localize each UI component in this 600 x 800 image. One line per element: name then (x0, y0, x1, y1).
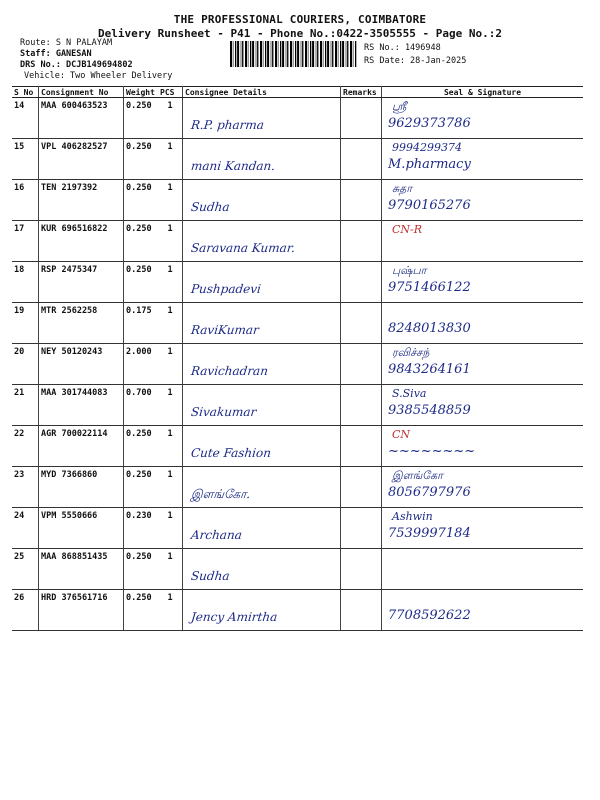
row-sno: 26 (12, 590, 39, 631)
row-consignee-handwritten: இளங்கோ. (190, 487, 252, 501)
row-signature-phone: M.pharmacy (388, 157, 471, 172)
row-pcs: 1 (158, 426, 183, 467)
row-consignment-no: MTR 2562258 (39, 303, 124, 344)
row-consignee-cell (183, 221, 341, 262)
row-signature-cell (382, 262, 584, 303)
row-pcs: 1 (158, 344, 183, 385)
col-remarks: Remarks (341, 87, 382, 98)
row-remarks (341, 221, 382, 262)
table-row (12, 344, 583, 385)
row-remarks (341, 549, 382, 590)
row-weight: 0.230 (124, 508, 159, 549)
row-consignee-handwritten: Pushpadevi (190, 282, 262, 296)
row-sno: 23 (12, 467, 39, 508)
row-sno: 19 (12, 303, 39, 344)
row-signature-mark: ரவிச்சந் (392, 346, 430, 359)
row-consignee-handwritten: R.P. pharma (190, 118, 265, 132)
row-sno: 16 (12, 180, 39, 221)
row-weight: 0.250 (124, 549, 159, 590)
row-signature-cell (382, 303, 584, 344)
col-pcs: PCS (158, 87, 183, 98)
row-sno: 14 (12, 98, 39, 139)
row-sno: 22 (12, 426, 39, 467)
row-pcs: 1 (158, 262, 183, 303)
row-consignment-no: MYD 7366860 (39, 467, 124, 508)
row-consignee-handwritten: Ravichadran (190, 364, 269, 378)
row-sno: 20 (12, 344, 39, 385)
runsheet-subtitle: Delivery Runsheet - P41 - Phone No.:0422-3505555 - Page No.:2 (98, 27, 502, 40)
row-signature-cell (382, 549, 584, 590)
row-signature-phone: 9385548859 (388, 403, 471, 418)
row-weight: 0.250 (124, 221, 159, 262)
col-seal: Seal & Signature (382, 87, 584, 98)
col-sno: S No (12, 87, 39, 98)
col-consignment: Consignment No (39, 87, 124, 98)
table-row (12, 549, 583, 590)
row-pcs: 1 (158, 467, 183, 508)
row-signature-phone: 7539997184 (388, 526, 471, 541)
row-weight: 0.250 (124, 139, 159, 180)
row-sno: 24 (12, 508, 39, 549)
row-weight: 0.250 (124, 467, 159, 508)
row-signature-mark: புஷ்பா (392, 264, 427, 277)
col-consignee: Consignee Details (183, 87, 341, 98)
row-signature-phone: 9629373786 (388, 116, 471, 131)
row-consignment-no: RSP 2475347 (39, 262, 124, 303)
row-signature-mark: ஸ்ரீ (392, 100, 407, 113)
company-title: THE PROFESSIONAL COURIERS, COIMBATORE (173, 13, 427, 26)
row-signature-mark: இளங்கோ (392, 469, 443, 482)
row-consignee-cell (183, 549, 341, 590)
table-row (12, 426, 583, 467)
row-consignee-handwritten: Archana (190, 528, 243, 542)
table-row (12, 590, 583, 631)
row-signature-mark: CN-R (392, 223, 423, 236)
row-weight: 0.250 (124, 426, 159, 467)
row-signature-mark: சுதா (392, 182, 413, 195)
row-sno: 17 (12, 221, 39, 262)
row-consignment-no: TEN 2197392 (39, 180, 124, 221)
row-signature-cell (382, 385, 584, 426)
row-consignee-handwritten: Sudha (190, 569, 231, 583)
runsheet-table (12, 86, 583, 631)
row-weight: 0.250 (124, 98, 159, 139)
row-consignee-handwritten: mani Kandan. (190, 159, 276, 173)
row-consignee-cell (183, 139, 341, 180)
row-pcs: 1 (158, 180, 183, 221)
row-remarks (341, 426, 382, 467)
table-row (12, 508, 583, 549)
row-remarks (341, 385, 382, 426)
row-consignee-cell (183, 98, 341, 139)
row-consignee-cell (183, 303, 341, 344)
row-consignee-cell (183, 262, 341, 303)
row-pcs: 1 (158, 98, 183, 139)
row-weight: 0.175 (124, 303, 159, 344)
row-weight: 0.250 (124, 262, 159, 303)
row-consignee-cell (183, 344, 341, 385)
table-row (12, 303, 583, 344)
table-row (12, 139, 583, 180)
row-weight: 0.250 (124, 590, 159, 631)
row-sno: 18 (12, 262, 39, 303)
row-signature-cell (382, 98, 584, 139)
row-signature-cell (382, 344, 584, 385)
row-pcs: 1 (158, 508, 183, 549)
barcode (230, 41, 358, 67)
row-signature-cell (382, 180, 584, 221)
row-consignee-handwritten: Sivakumar (190, 405, 258, 419)
row-consignment-no: MAA 301744083 (39, 385, 124, 426)
table-row (12, 262, 583, 303)
row-signature-phone: 9843264161 (388, 362, 471, 377)
row-pcs: 1 (158, 303, 183, 344)
row-sno: 21 (12, 385, 39, 426)
row-weight: 0.250 (124, 180, 159, 221)
table-row (12, 467, 583, 508)
row-remarks (341, 180, 382, 221)
row-pcs: 1 (158, 590, 183, 631)
row-consignment-no: VPM 5550666 (39, 508, 124, 549)
row-consignment-no: NEY 50120243 (39, 344, 124, 385)
row-signature-mark: Ashwin (392, 510, 433, 523)
row-signature-phone: 8248013830 (388, 321, 471, 336)
row-consignment-no: MAA 868851435 (39, 549, 124, 590)
row-signature-phone: ~~~~~~~~ (388, 444, 476, 459)
row-consignment-no: HRD 376561716 (39, 590, 124, 631)
rs-date: RS Date: 28-Jan-2025 (364, 56, 467, 66)
table-row (12, 385, 583, 426)
row-sno: 25 (12, 549, 39, 590)
row-signature-cell (382, 426, 584, 467)
table-header-row (12, 87, 583, 98)
row-signature-cell (382, 467, 584, 508)
row-remarks (341, 98, 382, 139)
table-row (12, 180, 583, 221)
row-consignment-no: KUR 696516822 (39, 221, 124, 262)
row-signature-cell (382, 590, 584, 631)
row-consignee-handwritten: Saravana Kumar. (190, 241, 296, 255)
row-remarks (341, 344, 382, 385)
row-signature-phone: 7708592622 (388, 608, 471, 623)
row-remarks (341, 139, 382, 180)
row-sno: 15 (12, 139, 39, 180)
row-consignment-no: VPL 406282527 (39, 139, 124, 180)
row-signature-mark: CN (392, 428, 411, 441)
row-consignee-cell (183, 467, 341, 508)
row-pcs: 1 (158, 221, 183, 262)
table-row (12, 98, 583, 139)
row-signature-phone: 8056797976 (388, 485, 471, 500)
row-remarks (341, 467, 382, 508)
row-pcs: 1 (158, 385, 183, 426)
row-remarks (341, 262, 382, 303)
col-weight: Weight (124, 87, 159, 98)
row-signature-cell (382, 508, 584, 549)
row-signature-mark: 9994299374 (392, 141, 462, 154)
row-consignee-handwritten: Sudha (190, 200, 231, 214)
row-remarks (341, 508, 382, 549)
row-consignee-cell (183, 180, 341, 221)
vehicle-label: Vehicle: Two Wheeler Delivery (24, 71, 173, 81)
row-consignee-handwritten: RaviKumar (190, 323, 260, 337)
table-row (12, 221, 583, 262)
row-signature-phone: 9751466122 (388, 280, 471, 295)
row-pcs: 1 (158, 549, 183, 590)
row-consignment-no: AGR 700022114 (39, 426, 124, 467)
row-consignee-cell (183, 426, 341, 467)
row-consignee-cell (183, 590, 341, 631)
rs-number: RS No.: 1496948 (364, 43, 441, 53)
staff-label: Staff: GANESAN (20, 49, 92, 59)
row-pcs: 1 (158, 139, 183, 180)
row-consignee-cell (183, 508, 341, 549)
row-signature-cell (382, 221, 584, 262)
row-consignee-handwritten: Cute Fashion (190, 446, 272, 460)
row-weight: 0.700 (124, 385, 159, 426)
row-consignee-cell (183, 385, 341, 426)
row-remarks (341, 303, 382, 344)
route-label: Route: S N PALAYAM (20, 38, 113, 48)
row-signature-cell (382, 139, 584, 180)
row-signature-mark: S.Siva (392, 387, 427, 400)
row-signature-phone: 9790165276 (388, 198, 471, 213)
row-consignment-no: MAA 600463523 (39, 98, 124, 139)
row-consignee-handwritten: Jency Amirtha (190, 610, 279, 624)
row-remarks (341, 590, 382, 631)
row-weight: 2.000 (124, 344, 159, 385)
drs-number: DRS No.: DCJB149694802 (20, 60, 133, 70)
